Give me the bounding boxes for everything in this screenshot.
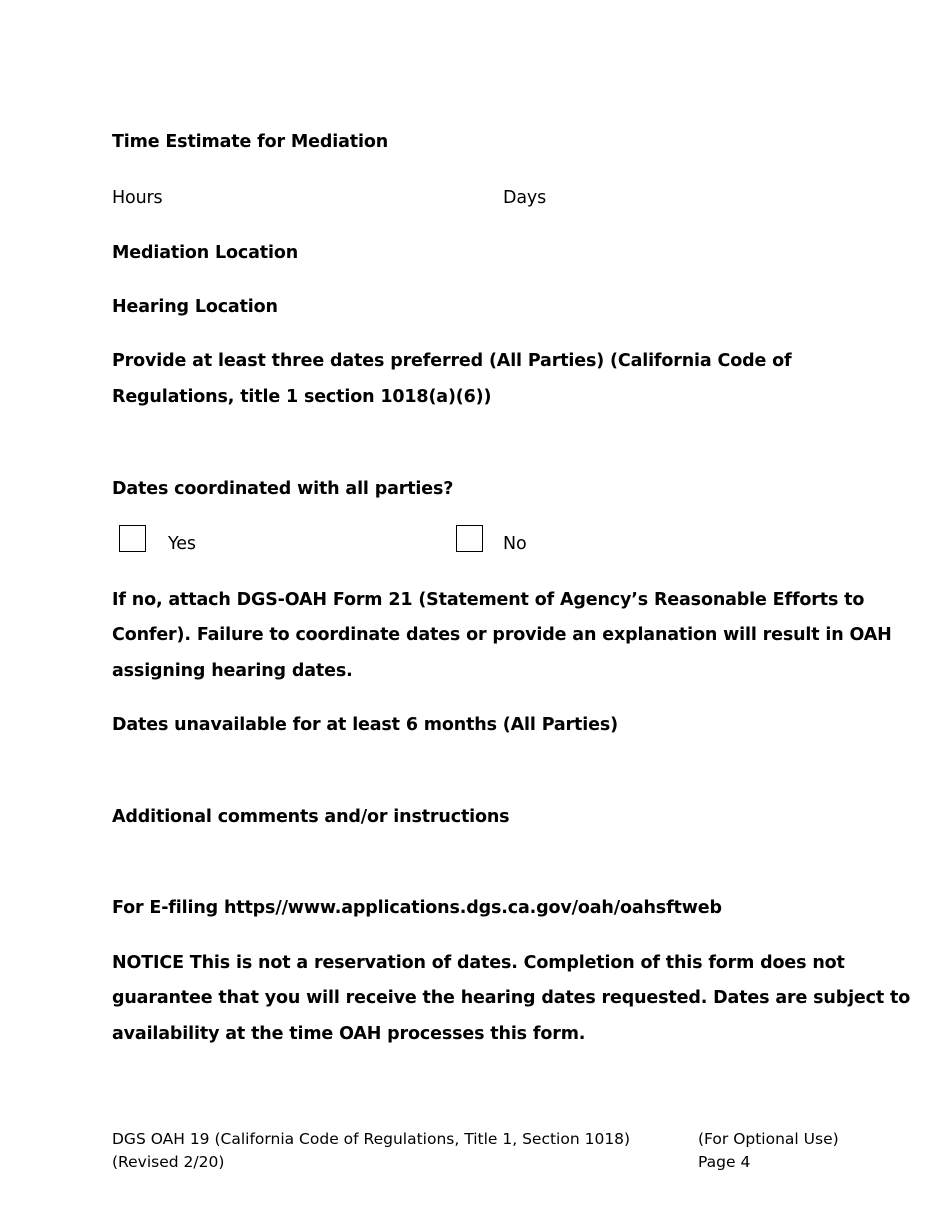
- mediation-location-label: Mediation Location: [112, 243, 299, 263]
- footer-form-id: DGS OAH 19 (California Code of Regulations, Title 1, Section 1018): [112, 1130, 631, 1148]
- additional-comments-label: Additional comments and/or instructions: [112, 807, 510, 827]
- hours-label: Hours: [112, 188, 163, 208]
- if-no-instructions-line-2: Confer). Failure to coordinate dates or provide an explanation will result in OAH: [112, 625, 892, 645]
- unavailable-dates-label: Dates unavailable for at least 6 months (All Parties): [112, 715, 618, 735]
- if-no-instructions-line-1: If no, attach DGS-OAH Form 21 (Statement of Agency’s Reasonable Efforts to: [112, 590, 865, 610]
- coordinated-question: Dates coordinated with all parties?: [112, 479, 454, 499]
- footer-revised: (Revised 2/20): [112, 1153, 225, 1171]
- yes-label: Yes: [168, 534, 196, 554]
- notice-line-3: availability at the time OAH processes this form.: [112, 1024, 586, 1044]
- days-label: Days: [503, 188, 547, 208]
- efiling-text: For E-filing https//www.applications.dgs.ca.gov/oah/oahsftweb: [112, 898, 722, 918]
- preferred-dates-line-2: Regulations, title 1 section 1018(a)(6)): [112, 387, 492, 407]
- preferred-dates-line-1: Provide at least three dates preferred (All Parties) (California Code of: [112, 351, 792, 371]
- footer-optional-use: (For Optional Use): [698, 1130, 839, 1148]
- hearing-location-label: Hearing Location: [112, 297, 278, 317]
- time-estimate-heading: Time Estimate for Mediation: [112, 132, 389, 152]
- footer-page-number: Page 4: [698, 1153, 751, 1171]
- no-checkbox[interactable]: [456, 525, 483, 552]
- notice-line-1: NOTICE This is not a reservation of dates. Completion of this form does not: [112, 953, 845, 973]
- yes-checkbox[interactable]: [119, 525, 146, 552]
- no-label: No: [503, 534, 527, 554]
- if-no-instructions-line-3: assigning hearing dates.: [112, 661, 353, 681]
- notice-line-2: guarantee that you will receive the hearing dates requested. Dates are subject to: [112, 988, 911, 1008]
